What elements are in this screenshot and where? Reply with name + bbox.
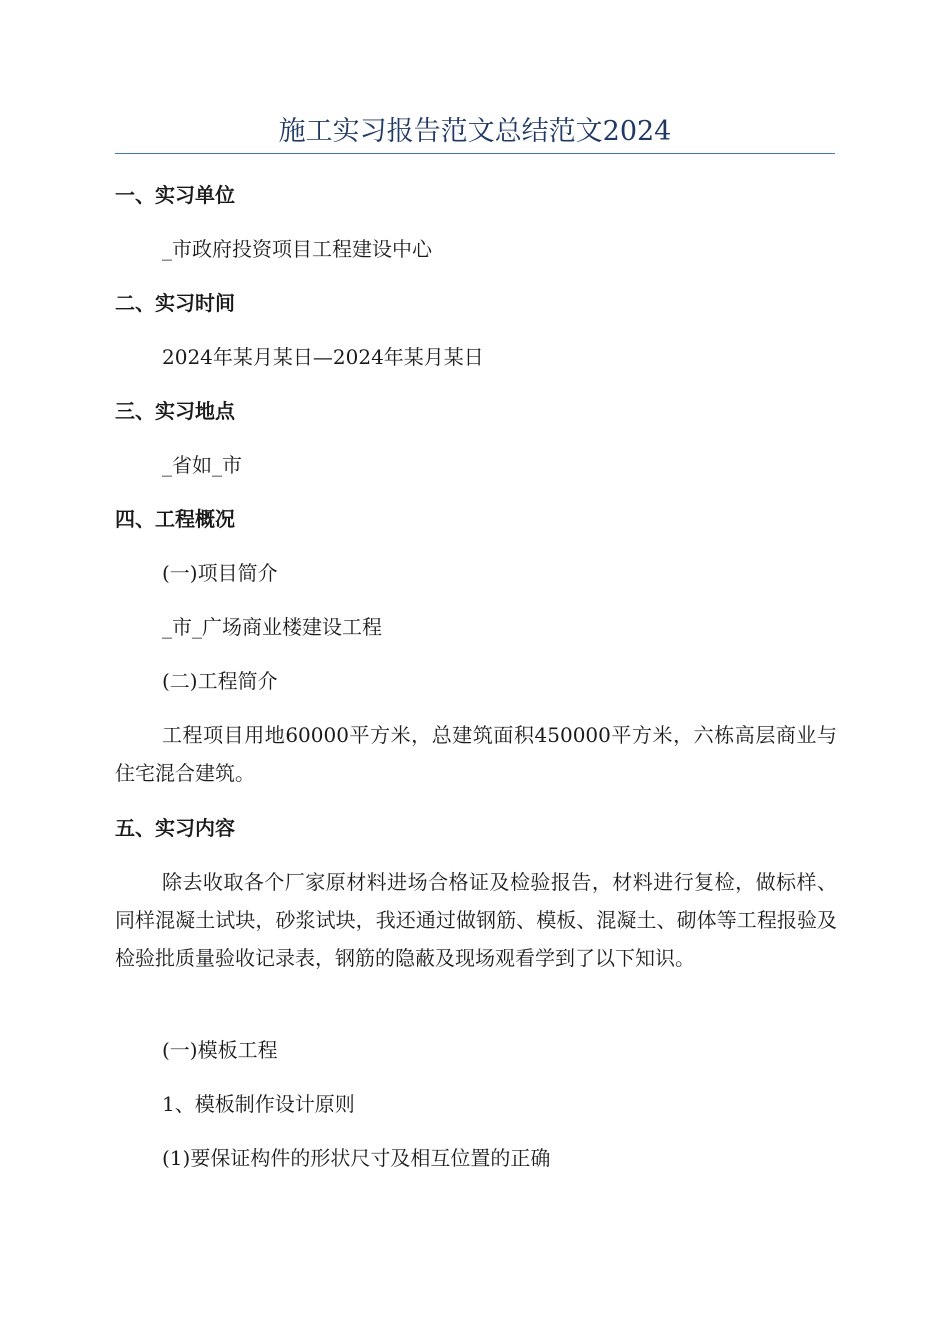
- internship-location-text: _省如_市: [162, 453, 242, 477]
- internship-unit-text: _市政府投资项目工程建设中心: [162, 237, 432, 261]
- section-heading-location: 三、实习地点: [115, 399, 235, 423]
- subheading-engineering-intro: (二)工程简介: [162, 669, 278, 693]
- engineering-intro-paragraph: 工程项目用地60000平方米，总建筑面积450000平方米，六栋高层商业与住宅混合建筑。: [115, 723, 837, 785]
- item-formwork-design-principles: 1、模板制作设计原则: [162, 1092, 355, 1116]
- subheading-project-intro: (一)项目简介: [162, 561, 278, 585]
- section-heading-content: 五、实习内容: [115, 816, 235, 840]
- section-heading-overview: 四、工程概况: [115, 507, 235, 531]
- section-heading-time: 二、实习时间: [115, 291, 235, 315]
- document-title: 施工实习报告范文总结范文2024: [278, 116, 672, 147]
- subheading-formwork: (一)模板工程: [162, 1038, 278, 1062]
- internship-time-text: 2024年某月某日—2024年某月某日: [162, 345, 484, 369]
- project-intro-text: _市_广场商业楼建设工程: [162, 615, 382, 639]
- internship-content-paragraph: 除去收取各个厂家原材料进场合格证及检验报告，材料进行复检，做标样、同样混凝土试块，砂浆试块，我还通过做钢筋、模板、混凝土、砌体等工程报验及检验批质量验收记录表，钢筋的隐蔽及现场观看学到了以下知识。: [115, 870, 837, 970]
- section-heading-unit: 一、实习单位: [115, 183, 235, 207]
- title-underline: [115, 153, 835, 154]
- item-shape-size-position: (1)要保证构件的形状尺寸及相互位置的正确: [162, 1146, 551, 1170]
